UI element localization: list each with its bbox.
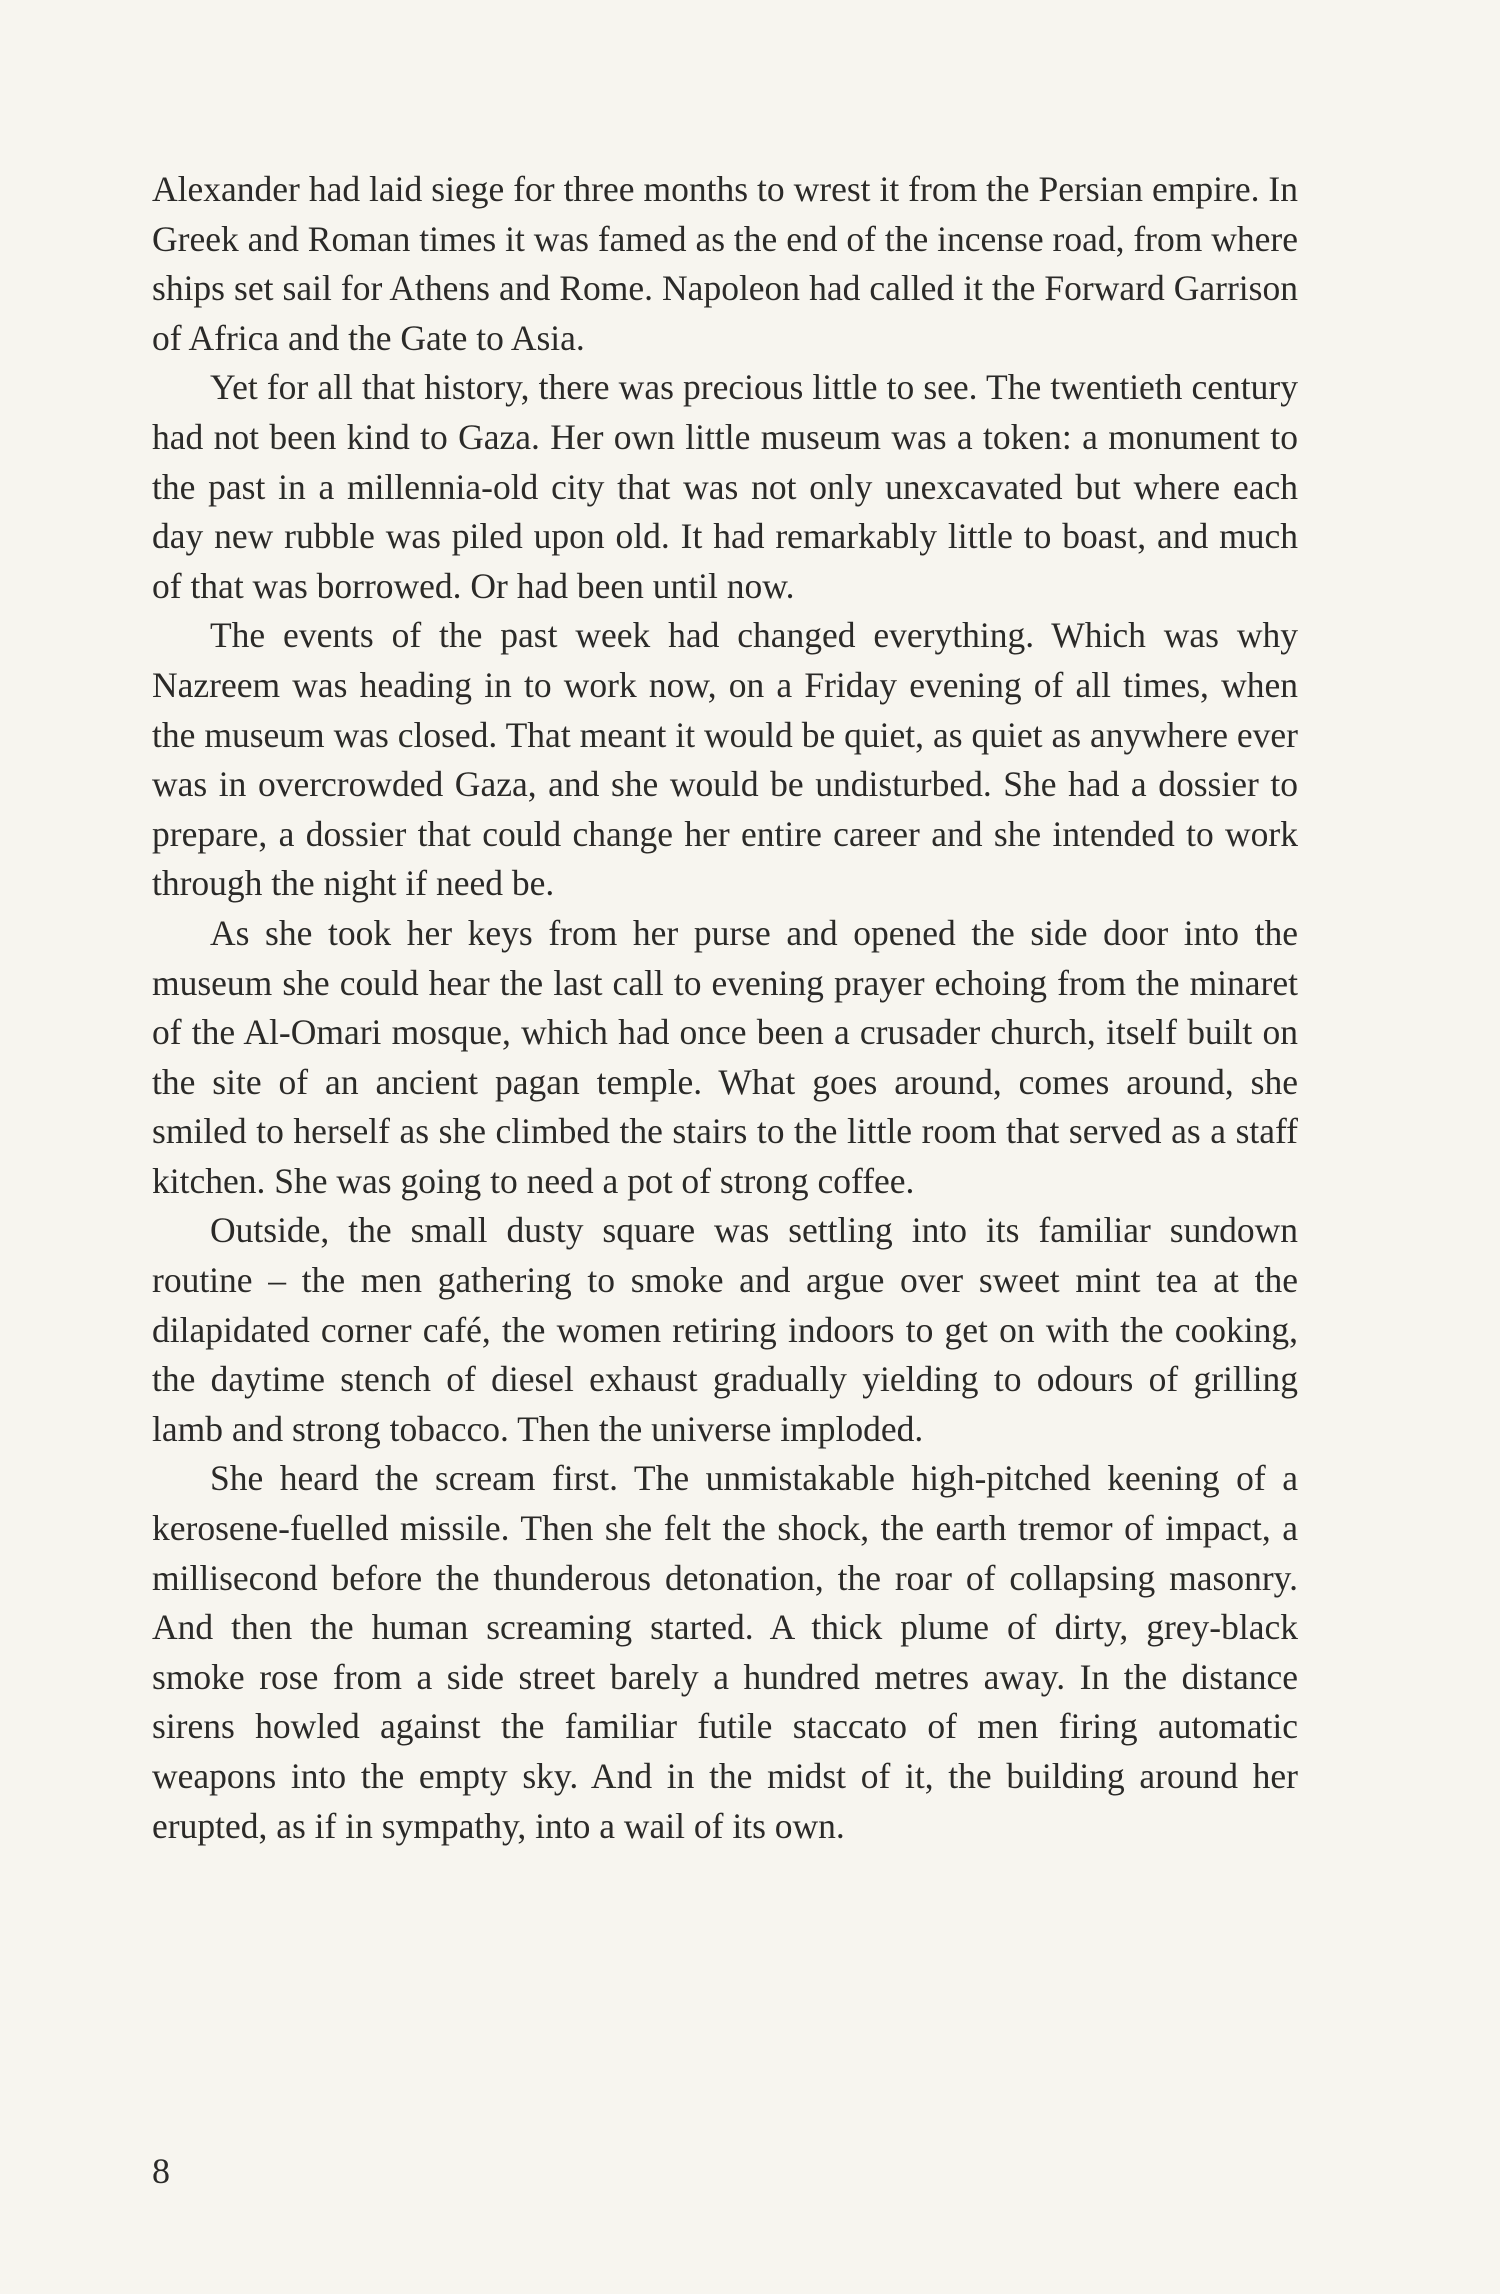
paragraph-6: She heard the scream first. The unmistakable high-pitched keening of a kerosene-fuelled missile. Then she felt the shock, the earth tremor of impact, a millisecond before the thunderous detonation, the roar of collapsing masonry. And then the human screaming started. A thick plume of dirty, grey-black smoke rose from a side street barely a hundred metres away. In the distance sirens howled against the familiar futile staccato of men firing automatic weapons into the empty sky. And in the midst of it, the building around her erupted, as if in sympathy, into a wail of its own. — [152, 1458, 1298, 1846]
paragraph-3: The events of the past week had changed everything. Which was why Nazreem was heading in to work now, on a Friday evening of all times, when the museum was closed. That meant it would be quiet, as quiet as anywhere ever was in overcrowded Gaza, and she would be undisturbed. She had a dossier to prepare, a dossier that could change her entire career and she intended to work through the night if need be. — [152, 615, 1298, 904]
page-number: 8 — [152, 2151, 170, 2191]
paragraph-2: Yet for all that history, there was precious little to see. The twentieth century had not been kind to Gaza. Her own little museum was a token: a monument to the past in a millennia-old city that was not only unexcavated but where each day new rubble was piled upon old. It had remarkably little to boast, and much of that was borrowed. Or had been until now. — [152, 367, 1298, 606]
paragraph-1: Alexander had laid siege for three months to wrest it from the Persian empire. In Greek and Roman times it was famed as the end of the incense road, from where ships set sail for Athens and Rome. Napoleon had called it the Forward Garrison of Africa and the Gate to Asia. — [152, 169, 1298, 358]
paragraph-5: Outside, the small dusty square was settling into its familiar sundown routine – the men gathering to smoke and argue over sweet mint tea at the dilapidated corner café, the women retiring indoors to get on with the cooking, the daytime stench of diesel exhaust gradually yielding to odours of grilling lamb and strong tobacco. Then the universe imploded. — [152, 1210, 1298, 1449]
body-text — [152, 165, 1298, 1851]
paragraph-4: As she took her keys from her purse and opened the side door into the museum she could hear the last call to evening prayer echoing from the minaret of the Al-Omari mosque, which had once been a crusader church, itself built on the site of an ancient pagan temple. What goes around, comes around, she smiled to herself as she climbed the stairs to the little room that served as a staff kitchen. She was going to need a pot of strong coffee. — [152, 912, 1298, 1201]
